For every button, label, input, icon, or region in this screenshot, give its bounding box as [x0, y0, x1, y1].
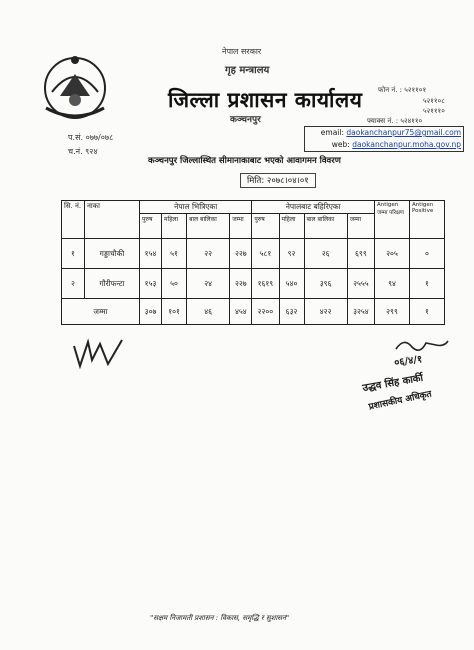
signatory-designation: प्रशासकीय अधिकृत [367, 389, 433, 413]
report-date: मिति: २०७८।०४।०१ [240, 173, 316, 188]
cell: २६ [304, 239, 347, 269]
cell: २९९ [375, 299, 410, 325]
row-sn: १ [62, 239, 85, 269]
ministry-label: गृह मन्त्रालय [225, 65, 270, 76]
cell: ३२५४ [347, 299, 374, 325]
cell: १५४ [140, 239, 162, 269]
subheader-cell: पुरुष [252, 214, 279, 239]
table-row [62, 269, 445, 299]
cell: ५४० [279, 269, 304, 299]
signature-initials: ०६/४/१ [393, 354, 423, 369]
cell: ५८१ [252, 239, 279, 269]
email-line: email: daokanchanpur75@gmail.com [320, 128, 461, 137]
cell: ३९६ [304, 269, 347, 299]
cell: १०१ [162, 299, 187, 325]
header-sn: सि. नं. [62, 201, 85, 239]
signature-block [362, 335, 472, 425]
header-naka: नाका [85, 201, 140, 239]
cell: २२७ [230, 269, 252, 299]
government-label: नेपाल सरकार [222, 47, 262, 56]
table-header-row [62, 201, 445, 214]
table-total-row [62, 299, 445, 325]
header-antigen-positive: Antigen Positive [410, 201, 445, 239]
cell: ४२२ [304, 299, 347, 325]
cell: ४५४ [230, 299, 252, 325]
cell: २२७ [230, 239, 252, 269]
nepal-emblem-icon [38, 52, 112, 122]
cell: ९२ [279, 239, 304, 269]
cell: १६१९ [252, 269, 279, 299]
contact-box [304, 126, 464, 152]
subheader-cell: जम्मा [230, 214, 252, 239]
cell: ४६ [187, 299, 230, 325]
header-inbound: नेपाल भित्रिएका [140, 201, 252, 214]
row-naka: गौरीफन्टा [85, 269, 140, 299]
signatory-name: उद्धव सिंह कार्की [361, 372, 424, 395]
subheader-cell: जम्मा [347, 214, 374, 239]
cell: २४ [187, 269, 230, 299]
cell: ६३२ [279, 299, 304, 325]
phone-3: ५२१११० [423, 107, 445, 115]
cell: २५५५ [347, 269, 374, 299]
cell: ० [410, 239, 445, 269]
footer-slogan: "सक्षम निजामती प्रशासन : विकास, समृद्धि र सुशासन" [150, 614, 290, 622]
cell: १ [410, 269, 445, 299]
movement-table [61, 200, 445, 325]
subheader-cell: बाल बालिका [304, 214, 347, 239]
row-sn: २ [62, 269, 85, 299]
scribble-mark-icon [70, 336, 130, 370]
subheader-cell: पुरुष [140, 214, 162, 239]
web-link[interactable]: daokanchanpur.moha.gov.np [352, 140, 461, 149]
subheader-cell: बाल बालिका [187, 214, 230, 239]
dispatch-number: च.नं. ९२४ [68, 147, 98, 156]
office-title: जिल्ला प्रशासन कार्यालय [168, 88, 363, 112]
header-antigen-total: Antigen जम्मा परिक्षण [375, 201, 410, 239]
district-label: कञ्चनपुर [230, 115, 261, 125]
table-row [62, 239, 445, 269]
cell: ५१ [162, 239, 187, 269]
cell: २२ [187, 239, 230, 269]
report-title: कञ्चनपुर जिल्लास्थित सीमानाकाबाट भएको आवागमन विवरण [148, 156, 341, 166]
fax-number: फ्याक्स नं. : ५२४११० [367, 117, 423, 125]
phone-1: फोन नं. : ५२११०१ [378, 86, 427, 94]
cell: २०५ [375, 239, 410, 269]
cell: १ [410, 299, 445, 325]
cell: ९४ [375, 269, 410, 299]
subheader-cell: महिला [279, 214, 304, 239]
cell: ५० [162, 269, 187, 299]
cell: १५३ [140, 269, 162, 299]
web-line: web: daokanchanpur.moha.gov.np [331, 140, 461, 149]
phone-2: ५२११०८ [423, 97, 445, 105]
email-link[interactable]: daokanchanpur75@gmail.com [346, 128, 461, 137]
header-outbound: नेपालबाट बहिरिएका [252, 201, 375, 214]
cell: ६९९ [347, 239, 374, 269]
reference-number: प.सं. ०७७/०७८ [68, 133, 114, 142]
row-naka: गड्डाचौकी [85, 239, 140, 269]
subheader-cell: महिला [162, 214, 187, 239]
cell: २२०० [252, 299, 279, 325]
total-label: जम्मा [62, 299, 140, 325]
cell: ३०७ [140, 299, 162, 325]
